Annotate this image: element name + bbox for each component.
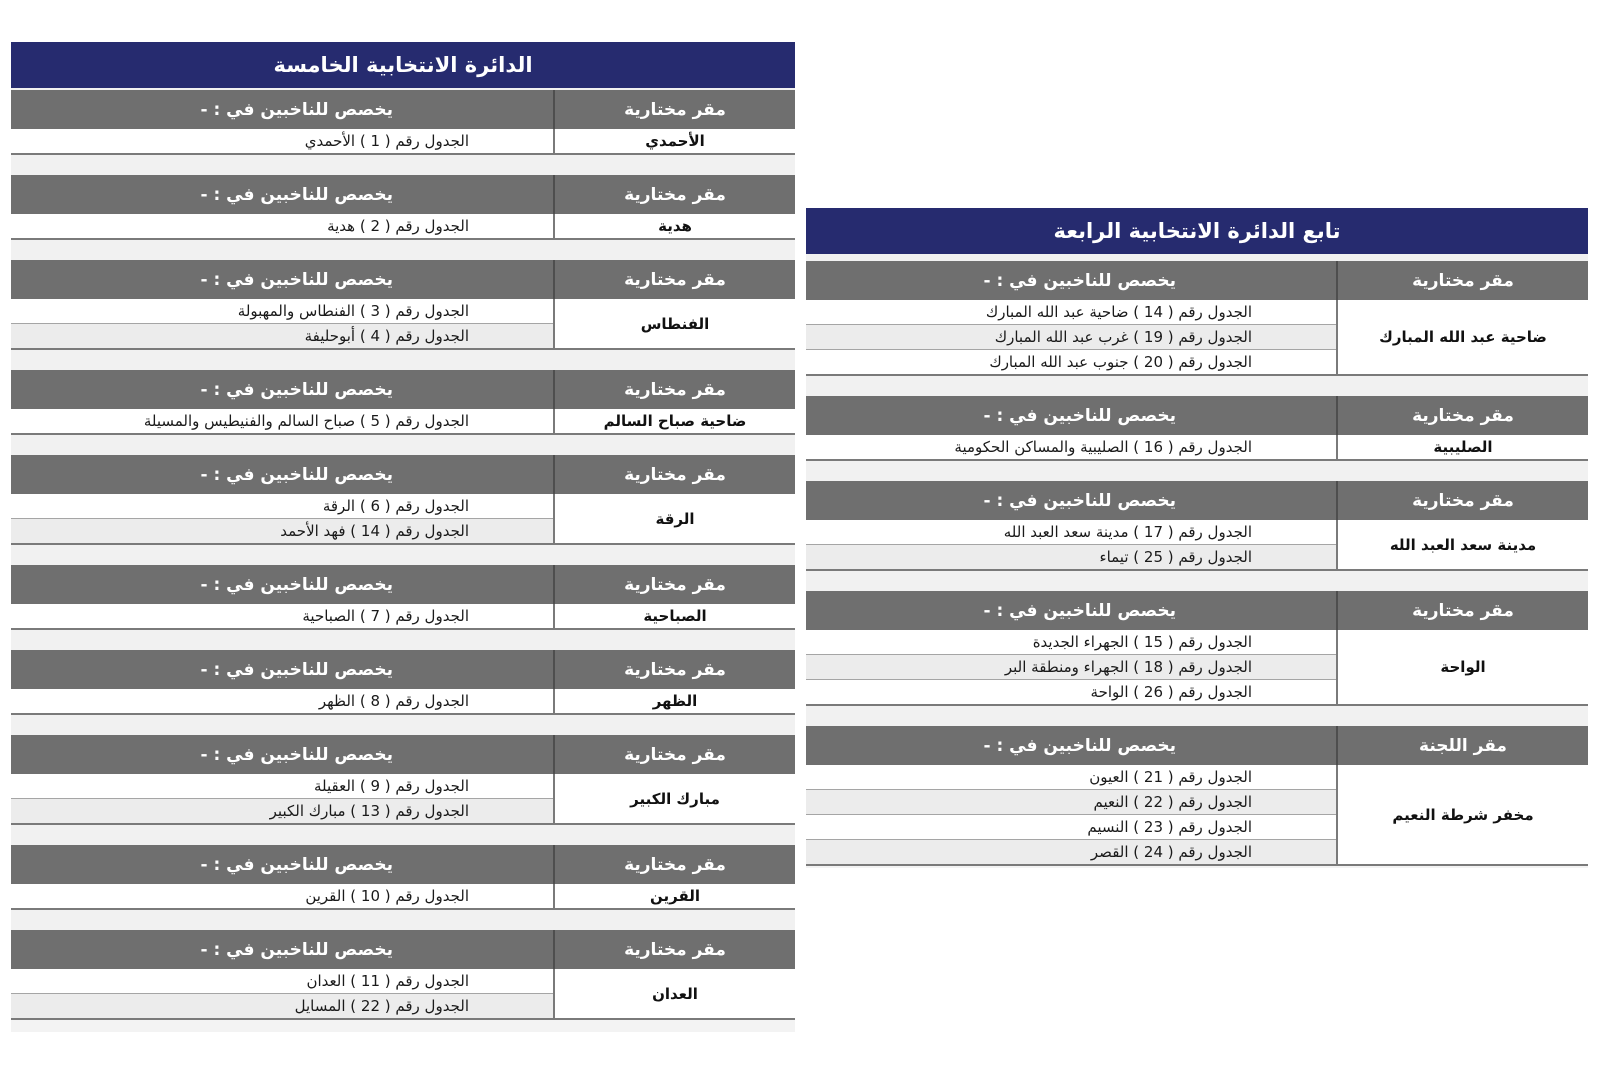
voters-column-header: يخصص للناخبين في : - xyxy=(200,854,393,875)
block-header xyxy=(11,370,795,409)
table-row: الجدول رقم ( 14 ) فهد الأحمد xyxy=(11,519,553,543)
table-row: الجدول رقم ( 1 ) الأحمدي xyxy=(11,129,553,153)
panel-title: الدائرة الانتخابية الخامسة xyxy=(11,42,795,88)
table-row: الجدول رقم ( 10 ) القرين xyxy=(11,884,553,908)
block-body xyxy=(11,409,795,433)
block-header xyxy=(806,481,1588,520)
seat-name: الفنطاس xyxy=(553,299,795,348)
block-spacer xyxy=(11,545,795,565)
table-rows xyxy=(806,630,1336,704)
table-row: الجدول رقم ( 15 ) الجهراء الجديدة xyxy=(806,630,1336,655)
table-row: الجدول رقم ( 20 ) جنوب عبد الله المبارك xyxy=(806,350,1336,374)
block-header xyxy=(806,261,1588,300)
table-row: الجدول رقم ( 16 ) الصليبية والمساكن الحكومية xyxy=(806,435,1336,459)
fifth-district-panel xyxy=(11,42,795,1032)
fourth-district-continued-panel xyxy=(806,208,1588,868)
block-header xyxy=(11,175,795,214)
table-rows xyxy=(11,129,553,153)
table-row: الجدول رقم ( 2 ) هدية xyxy=(11,214,553,238)
block-spacer xyxy=(806,706,1588,726)
blocks-list xyxy=(806,254,1588,866)
block-spacer xyxy=(11,240,795,260)
seat-name: الصباحية xyxy=(553,604,795,628)
voters-column-header: يخصص للناخبين في : - xyxy=(983,490,1176,511)
table-row: الجدول رقم ( 5 ) صباح السالم والفنيطيس والمسيلة xyxy=(11,409,553,433)
assignment-block xyxy=(806,591,1588,706)
block-spacer xyxy=(806,461,1588,481)
voters-column-header: يخصص للناخبين في : - xyxy=(200,744,393,765)
table-rows xyxy=(11,884,553,908)
block-spacer xyxy=(11,910,795,930)
seat-name: الرقة xyxy=(553,494,795,543)
table-row: الجدول رقم ( 19 ) غرب عبد الله المبارك xyxy=(806,325,1336,350)
seat-column-header: مقر مختارية xyxy=(1336,261,1588,300)
block-header xyxy=(11,650,795,689)
seat-column-header: مقر مختارية xyxy=(1336,396,1588,435)
assignment-block xyxy=(11,565,795,630)
block-spacer xyxy=(11,350,795,370)
block-body xyxy=(11,299,795,348)
panel-title: تابع الدائرة الانتخابية الرابعة xyxy=(806,208,1588,254)
assignment-block xyxy=(11,90,795,155)
seat-name: ضاحية عبد الله المبارك xyxy=(1336,300,1588,374)
block-body xyxy=(11,129,795,153)
assignment-block xyxy=(11,650,795,715)
block-spacer xyxy=(11,715,795,735)
table-row: الجدول رقم ( 11 ) العدان xyxy=(11,969,553,994)
block-body xyxy=(11,969,795,1018)
table-rows xyxy=(806,765,1336,864)
block-body xyxy=(11,494,795,543)
seat-column-header: مقر مختارية xyxy=(553,845,795,884)
voters-column-header: يخصص للناخبين في : - xyxy=(200,379,393,400)
table-row: الجدول رقم ( 7 ) الصباحية xyxy=(11,604,553,628)
voters-column-header: يخصص للناخبين في : - xyxy=(200,939,393,960)
block-body xyxy=(11,604,795,628)
seat-column-header: مقر مختارية xyxy=(553,455,795,494)
voters-column-header: يخصص للناخبين في : - xyxy=(983,600,1176,621)
table-row: الجدول رقم ( 25 ) تيماء xyxy=(806,545,1336,569)
block-body xyxy=(806,435,1588,459)
assignment-block xyxy=(806,396,1588,461)
table-row: الجدول رقم ( 14 ) ضاحية عبد الله المبارك xyxy=(806,300,1336,325)
table-row: الجدول رقم ( 21 ) العيون xyxy=(806,765,1336,790)
table-rows xyxy=(11,604,553,628)
seat-column-header: مقر مختارية xyxy=(553,565,795,604)
table-row: الجدول رقم ( 4 ) أبوحليفة xyxy=(11,324,553,348)
table-rows xyxy=(11,494,553,543)
table-row: الجدول رقم ( 26 ) الواحة xyxy=(806,680,1336,704)
seat-column-header: مقر مختارية xyxy=(553,735,795,774)
block-body xyxy=(11,689,795,713)
block-spacer xyxy=(11,155,795,175)
assignment-block xyxy=(11,845,795,910)
seat-column-header: مقر مختارية xyxy=(553,650,795,689)
table-rows xyxy=(11,774,553,823)
block-body xyxy=(806,765,1588,864)
block-spacer xyxy=(11,435,795,455)
voters-column-header: يخصص للناخبين في : - xyxy=(200,184,393,205)
seat-column-header: مقر مختارية xyxy=(553,175,795,214)
block-body xyxy=(806,520,1588,569)
table-row: الجدول رقم ( 8 ) الظهر xyxy=(11,689,553,713)
seat-name: الصليبية xyxy=(1336,435,1588,459)
table-row: الجدول رقم ( 24 ) القصر xyxy=(806,840,1336,864)
assignment-block xyxy=(806,261,1588,376)
seat-column-header: مقر مختارية xyxy=(553,260,795,299)
seat-name: الواحة xyxy=(1336,630,1588,704)
seat-name: العدان xyxy=(553,969,795,1018)
block-header xyxy=(806,591,1588,630)
table-rows xyxy=(11,969,553,1018)
block-spacer xyxy=(806,376,1588,396)
seat-name: هدية xyxy=(553,214,795,238)
table-row: الجدول رقم ( 17 ) مدينة سعد العبد الله xyxy=(806,520,1336,545)
block-header xyxy=(11,735,795,774)
table-row: الجدول رقم ( 18 ) الجهراء ومنطقة البر xyxy=(806,655,1336,680)
assignment-block xyxy=(11,455,795,545)
assignment-block xyxy=(11,930,795,1020)
table-row: الجدول رقم ( 23 ) النسيم xyxy=(806,815,1336,840)
table-row: الجدول رقم ( 9 ) العقيلة xyxy=(11,774,553,799)
block-spacer xyxy=(806,571,1588,591)
block-body xyxy=(11,214,795,238)
block-header xyxy=(11,845,795,884)
table-rows xyxy=(11,409,553,433)
seat-column-header: مقر مختارية xyxy=(1336,591,1588,630)
table-row: الجدول رقم ( 6 ) الرقة xyxy=(11,494,553,519)
seat-name: مدينة سعد العبد الله xyxy=(1336,520,1588,569)
block-body xyxy=(806,630,1588,704)
seat-column-header: مقر مختارية xyxy=(553,90,795,129)
seat-name: ضاحية صباح السالم xyxy=(553,409,795,433)
block-header xyxy=(806,396,1588,435)
voters-column-header: يخصص للناخبين في : - xyxy=(200,574,393,595)
assignment-block xyxy=(806,726,1588,866)
table-row: الجدول رقم ( 22 ) المسايل xyxy=(11,994,553,1018)
block-header xyxy=(11,455,795,494)
seat-name: مبارك الكبير xyxy=(553,774,795,823)
block-body xyxy=(11,884,795,908)
block-header xyxy=(11,930,795,969)
table-rows xyxy=(11,214,553,238)
block-body xyxy=(11,774,795,823)
block-spacer xyxy=(11,630,795,650)
seat-name: الظهر xyxy=(553,689,795,713)
assignment-block xyxy=(806,481,1588,571)
block-header xyxy=(11,565,795,604)
voters-column-header: يخصص للناخبين في : - xyxy=(983,405,1176,426)
table-rows xyxy=(806,435,1336,459)
voters-column-header: يخصص للناخبين في : - xyxy=(983,735,1176,756)
table-row: الجدول رقم ( 13 ) مبارك الكبير xyxy=(11,799,553,823)
seat-name: مخفر شرطة النعيم xyxy=(1336,765,1588,864)
seat-column-header: مقر مختارية xyxy=(553,930,795,969)
table-row: الجدول رقم ( 3 ) الفنطاس والمهبولة xyxy=(11,299,553,324)
seat-name: الأحمدي xyxy=(553,129,795,153)
assignment-block xyxy=(11,735,795,825)
assignment-block xyxy=(11,175,795,240)
seat-column-header: مقر اللجنة xyxy=(1336,726,1588,765)
voters-column-header: يخصص للناخبين في : - xyxy=(200,269,393,290)
voters-column-header: يخصص للناخبين في : - xyxy=(983,270,1176,291)
block-header xyxy=(806,726,1588,765)
table-row: الجدول رقم ( 22 ) النعيم xyxy=(806,790,1336,815)
voters-column-header: يخصص للناخبين في : - xyxy=(200,99,393,120)
blocks-list xyxy=(11,88,795,1020)
block-header xyxy=(11,90,795,129)
block-spacer xyxy=(11,825,795,845)
voters-column-header: يخصص للناخبين في : - xyxy=(200,464,393,485)
block-body xyxy=(806,300,1588,374)
block-header xyxy=(11,260,795,299)
table-rows xyxy=(11,299,553,348)
table-rows xyxy=(806,520,1336,569)
assignment-block xyxy=(11,260,795,350)
block-spacer xyxy=(806,254,1588,261)
table-rows xyxy=(806,300,1336,374)
seat-column-header: مقر مختارية xyxy=(553,370,795,409)
assignment-block xyxy=(11,370,795,435)
seat-column-header: مقر مختارية xyxy=(1336,481,1588,520)
table-rows xyxy=(11,689,553,713)
seat-name: القرين xyxy=(553,884,795,908)
voters-column-header: يخصص للناخبين في : - xyxy=(200,659,393,680)
